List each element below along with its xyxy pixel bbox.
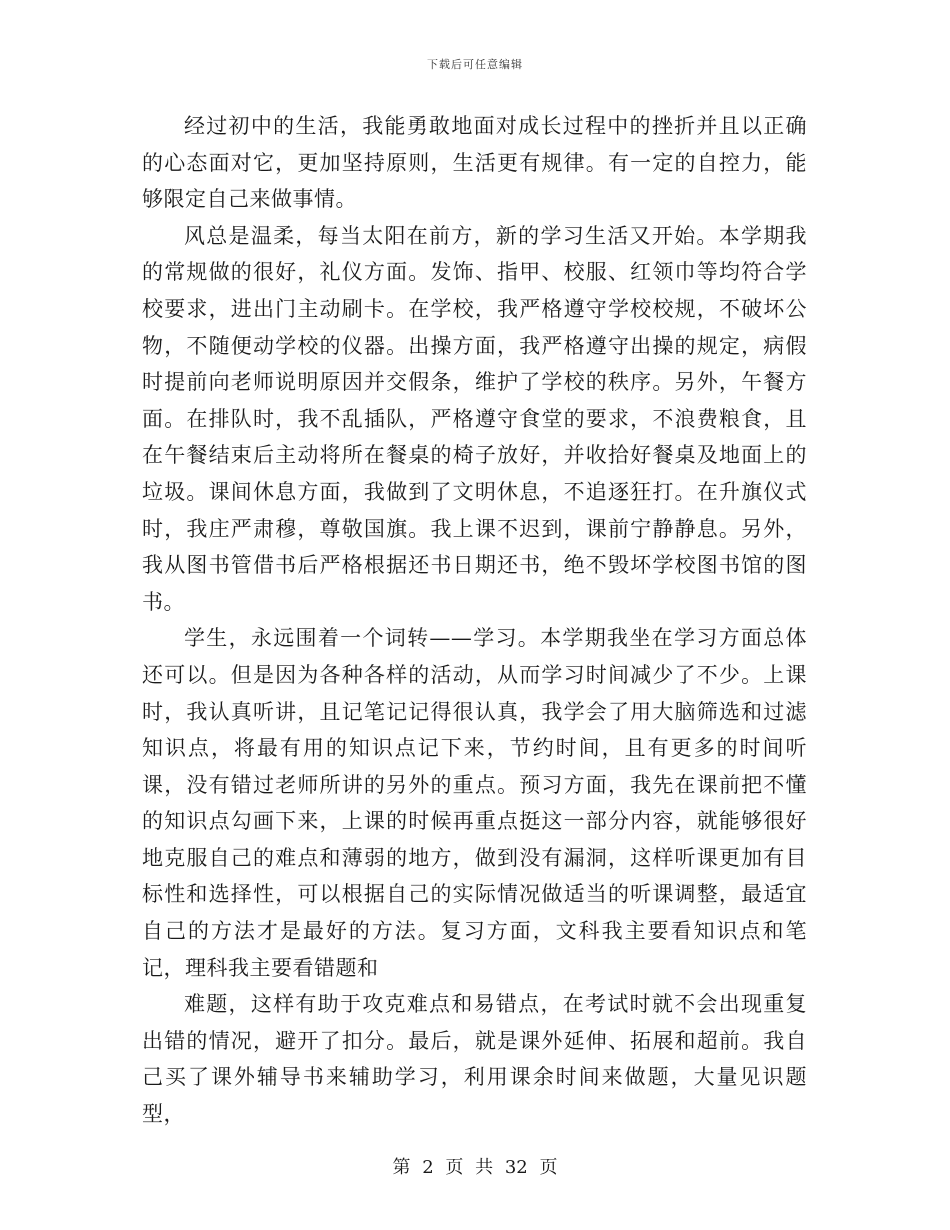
header-note: 下载后可任意编辑 bbox=[427, 58, 523, 71]
paragraph-3: 学生，永远围着一个词转——学习。本学期我坐在学习方面总体还可以。但是因为各种各样的活动，从而学习时间减少了不少。上课时，我认真听讲，且记笔记记得很认真，我学会了用大脑筛选和过滤知识点，将最有用的知识点记下来，节约时间，且有更多的时间听课，没有错过老师所讲的另外的重点。预习方面，我先在课前把不懂的知识点勾画下来，上课的时候再重点挺这一部分内容，就能够很好地克服自己的难点和薄弱的地方，做到没有漏洞，这样听课更加有目标性和选择性，可以根据自己的实际情况做适当的听课调整，最适宜自己的方法才是最好的方法。复习方面，文科我主要看知识点和笔记，理科我主要看错题和 bbox=[142, 626, 807, 980]
page-number: 第 2 页 共 32 页 bbox=[392, 1157, 558, 1178]
paragraph-4: 难题，这样有助于攻克难点和易错点，在考试时就不会出现重复出错的情况，避开了扣分。最后，就是课外延伸、拓展和超前。我自己买了课外辅导书来辅助学习，利用课余时间来做题，大量见识题型， bbox=[142, 992, 807, 1127]
paragraph-2: 风总是温柔，每当太阳在前方，新的学习生活又开始。本学期我的常规做的很好，礼仪方面。发饰、指甲、校服、红领巾等均符合学校要求，进出门主动刷卡。在学校，我严格遵守学校校规，不破坏公物，不随便动学校的仪器。出操方面，我严格遵守出操的规定，病假时提前向老师说明原因并交假条，维护了学校的秩序。另外，午餐方面。在排队时，我不乱插队，严格遵守食堂的要求，不浪费粮食，且在午餐结束后主动将所在餐桌的椅子放好，并收拾好餐桌及地面上的垃圾。课间休息方面，我做到了文明休息，不追逐狂打。在升旗仪式时，我庄严肃穆，尊敬国旗。我上课不迟到，课前宁静静息。另外，我从图书管借书后严格根据还书日期还书，绝不毁坏学校图书馆的图书。 bbox=[142, 223, 807, 614]
paragraph-1: 经过初中的生活，我能勇敢地面对成长过程中的挫折并且以正确的心态面对它，更加坚持原则，生活更有规律。有一定的自控力，能够限定自己来做事情。 bbox=[142, 114, 807, 212]
document-body bbox=[142, 108, 807, 1133]
